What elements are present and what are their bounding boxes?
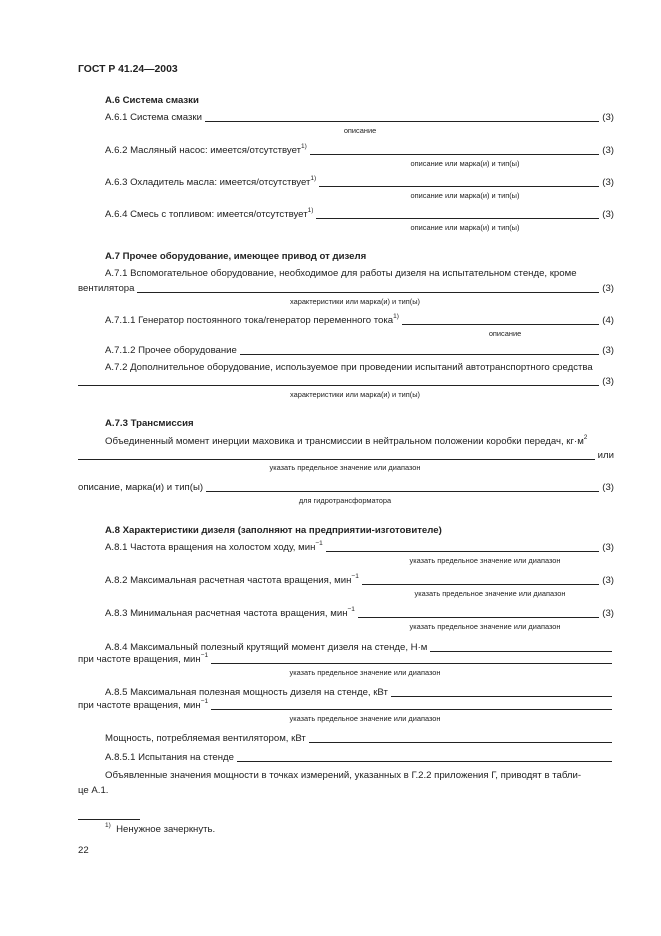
field-a8-5-line1 bbox=[105, 687, 614, 699]
field-caption: характеристики или марка(и) и тип(ы) bbox=[289, 390, 420, 399]
ref-number: (3) bbox=[602, 345, 614, 356]
field-label: А.7.1.2 Прочее оборудование bbox=[105, 345, 237, 356]
fill-line bbox=[205, 121, 599, 122]
footnote-separator bbox=[78, 819, 140, 820]
field-label: А.8.5 Максимальная полезная мощность дизеля на стенде, кВт bbox=[105, 687, 388, 698]
ref-number: (3) bbox=[602, 177, 614, 188]
fill-line bbox=[309, 742, 612, 743]
fill-line bbox=[237, 761, 612, 762]
field-a8-3 bbox=[105, 605, 614, 620]
field-label: А.7.1.1 Генератор постоянного тока/генератор переменного тока$^{1)}$ bbox=[105, 312, 399, 326]
field-label: А.8.5.1 Испытания на стенде bbox=[105, 752, 234, 763]
field-label: Мощность, потребляемая вентилятором, кВт bbox=[105, 733, 306, 744]
ref-number: (3) bbox=[602, 209, 614, 220]
fill-line bbox=[358, 617, 599, 618]
paragraph-line2: це А.1. bbox=[78, 785, 109, 796]
fill-line bbox=[362, 584, 599, 585]
ref-number: (4) bbox=[602, 315, 614, 326]
fill-line bbox=[206, 491, 599, 492]
ref-number: (3) bbox=[602, 482, 614, 493]
field-label: при частоте вращения, мин$^{-1}$ bbox=[78, 651, 209, 665]
field-a6-4 bbox=[105, 206, 614, 221]
field-caption: описание bbox=[488, 329, 522, 338]
field-caption: характеристики или марка(и) и тип(ы) bbox=[289, 297, 420, 306]
paragraph-line1: Объявленные значения мощности в точках измерений, указанных в Г.2.2 приложения Г, приводят в табли- bbox=[105, 770, 582, 781]
field-a6-2 bbox=[105, 142, 614, 157]
field-fan-power bbox=[105, 733, 614, 745]
field-label: А.8.3 Минимальная расчетная частота вращения, мин$^{-1}$ bbox=[105, 605, 355, 619]
fill-line bbox=[316, 218, 599, 219]
field-label: описание, марка(и) и тип(ы) bbox=[78, 482, 204, 493]
field-label: А.8.4 Максимальный полезный крутящий момент дизеля на стенде, Н·м bbox=[105, 642, 428, 653]
fill-line bbox=[240, 354, 599, 355]
field-label: вентилятора bbox=[78, 283, 135, 294]
inertia-text: Объединенный момент инерции маховика и трансмиссии в нейтральном положении коробки передач, $кг\cdot м^2$ bbox=[105, 433, 588, 447]
field-label: при частоте вращения, мин$^{-1}$ bbox=[78, 697, 209, 711]
field-label: А.6.1 Система смазки bbox=[105, 112, 202, 123]
ref-number: (3) bbox=[602, 283, 614, 294]
fill-line bbox=[402, 324, 599, 325]
field-a7-2 bbox=[78, 376, 614, 388]
field-label: А.6.2 Масляный насос: имеется/отсутствует$^{1)}$ bbox=[105, 142, 307, 156]
section-a8-heading: А.8 Характеристики дизеля (заполняют на предприятии-изготовителе) bbox=[105, 525, 442, 536]
field-caption: указать предельное значение или диапазон bbox=[414, 589, 566, 598]
field-caption: описание bbox=[343, 126, 377, 135]
fill-line bbox=[211, 709, 612, 710]
fill-line bbox=[211, 663, 612, 664]
field-inertia bbox=[78, 450, 614, 462]
field-caption: описание или марка(и) и тип(ы) bbox=[410, 191, 520, 200]
ref-number: (3) bbox=[602, 608, 614, 619]
section-a73-heading: А.7.3 Трансмиссия bbox=[105, 418, 194, 429]
field-a8-1 bbox=[105, 539, 614, 554]
field-a8-4-line2 bbox=[78, 651, 614, 666]
field-label: А.6.4 Смесь с топливом: имеется/отсутствует$^{1)}$ bbox=[105, 206, 314, 220]
ref-number: (3) bbox=[602, 376, 614, 387]
field-caption: указать предельное значение или диапазон bbox=[409, 556, 561, 565]
page-number: 22 bbox=[78, 845, 89, 856]
fill-line bbox=[78, 459, 595, 460]
field-a7-2-text: А.7.2 Дополнительное оборудование, используемое при проведении испытаний автотранспортного средства bbox=[105, 362, 593, 373]
field-a8-2 bbox=[105, 572, 614, 587]
field-caption: для гидротрансформатора bbox=[298, 496, 392, 505]
field-a8-5-line2 bbox=[78, 697, 614, 712]
field-caption: указать предельное значение или диапазон bbox=[289, 714, 441, 723]
field-caption: указать предельное значение или диапазон bbox=[289, 668, 441, 677]
field-caption: описание или марка(и) и тип(ы) bbox=[410, 223, 520, 232]
ref-number: (3) bbox=[602, 542, 614, 553]
fill-line bbox=[137, 292, 599, 293]
field-a7-1-2 bbox=[105, 345, 614, 357]
fill-line bbox=[319, 186, 599, 187]
footnote: $^{1)}$ Ненужное зачеркнуть. bbox=[105, 821, 216, 835]
field-a6-1 bbox=[105, 112, 614, 124]
page-header-title: ГОСТ Р 41.24—2003 bbox=[78, 64, 178, 75]
or-label: или bbox=[597, 450, 614, 461]
field-caption: указать предельное значение или диапазон bbox=[269, 463, 421, 472]
field-a7-1 bbox=[78, 283, 614, 295]
fill-line bbox=[430, 651, 612, 652]
field-transmission-desc bbox=[78, 482, 614, 494]
ref-number: (3) bbox=[602, 112, 614, 123]
fill-line bbox=[310, 154, 599, 155]
section-a7-heading: А.7 Прочее оборудование, имеющее привод от дизеля bbox=[105, 251, 367, 262]
field-caption: указать предельное значение или диапазон bbox=[409, 622, 561, 631]
field-a7-1-text: А.7.1 Вспомогательное оборудование, необходимое для работы дизеля на испытательном стенде, кроме bbox=[105, 268, 577, 279]
field-a6-3 bbox=[105, 174, 614, 189]
field-label: А.8.2 Максимальная расчетная частота вращения, мин$^{-1}$ bbox=[105, 572, 359, 586]
ref-number: (3) bbox=[602, 145, 614, 156]
field-label: А.8.1 Частота вращения на холостом ходу, мин$^{-1}$ bbox=[105, 539, 323, 553]
section-a6-heading: А.6 Система смазки bbox=[105, 95, 199, 106]
field-a8-5-1 bbox=[105, 752, 614, 764]
fill-line bbox=[391, 696, 612, 697]
fill-line bbox=[78, 385, 599, 386]
field-label: А.6.3 Охладитель масла: имеется/отсутствует$^{1)}$ bbox=[105, 174, 317, 188]
field-a7-1-1 bbox=[105, 312, 614, 327]
ref-number: (3) bbox=[602, 575, 614, 586]
field-a8-4-line1 bbox=[105, 642, 614, 654]
field-caption: описание или марка(и) и тип(ы) bbox=[410, 159, 520, 168]
fill-line bbox=[326, 551, 599, 552]
